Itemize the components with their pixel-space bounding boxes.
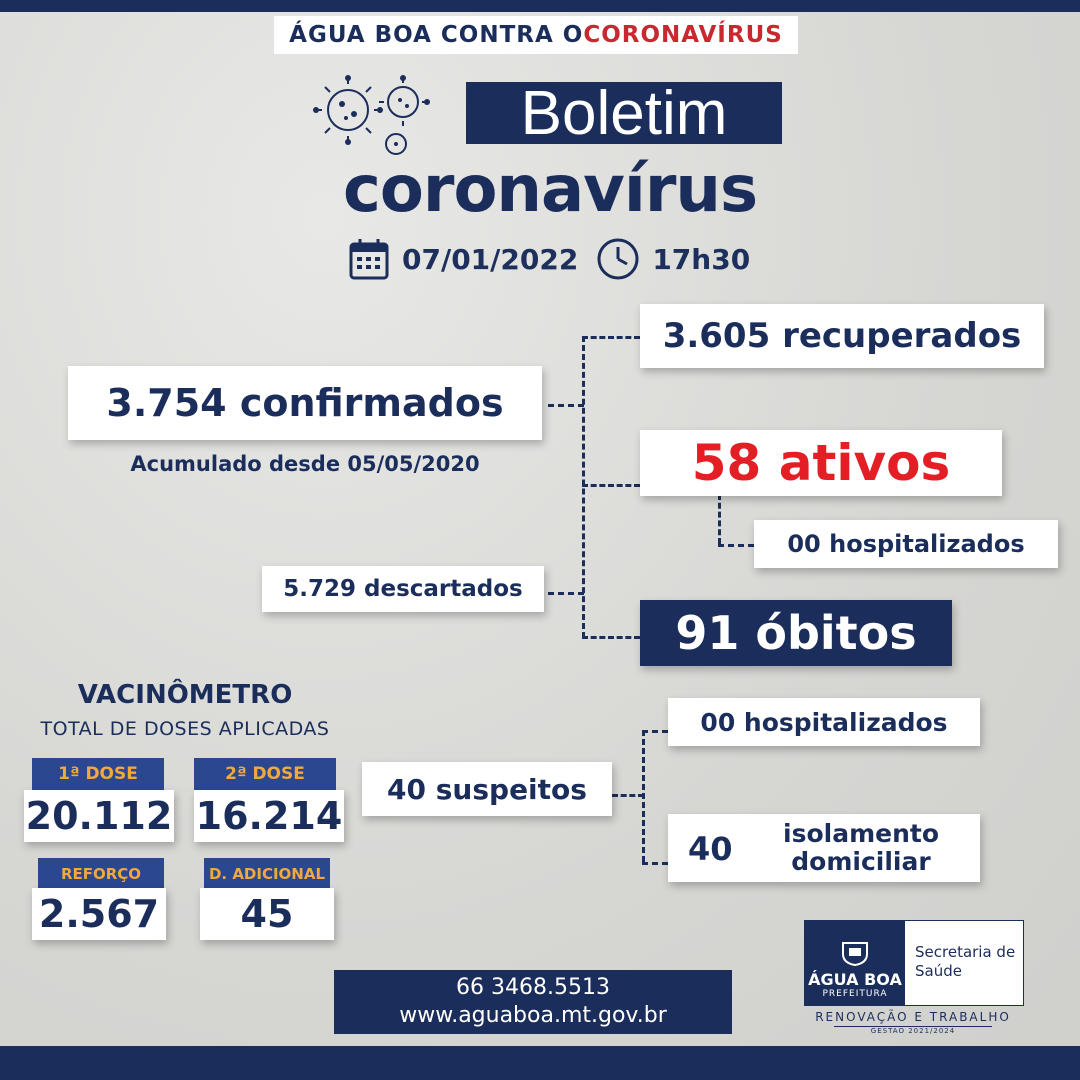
- logo-dept-line2: Saúde: [915, 962, 962, 980]
- isolamento-line2: domiciliar: [791, 847, 931, 876]
- adicional-label: D. ADICIONAL: [204, 858, 330, 890]
- dose1-label: 1ª DOSE: [32, 758, 164, 790]
- confirmados-box: 3.754 confirmados: [68, 366, 542, 440]
- calendar-icon: [348, 237, 390, 281]
- suspeitos-box: 40 suspeitos: [362, 762, 612, 816]
- date-time-row: [348, 234, 750, 284]
- header-highlight: CORONAVÍRUS: [583, 22, 783, 48]
- connector-line: [718, 544, 754, 547]
- logo-department: [915, 943, 1015, 981]
- connector-line: [582, 636, 640, 639]
- isolamento-number: 40: [688, 830, 733, 868]
- reforco-value: 2.567: [32, 888, 166, 940]
- virus-icon: [308, 72, 448, 162]
- logo-slogan-text: RENOVAÇÃO E TRABALHO: [815, 1010, 1011, 1024]
- dose1-value: 20.112: [24, 790, 174, 842]
- logo-city: ÁGUA BOA: [808, 970, 902, 989]
- reforco-label: REFORÇO: [38, 858, 164, 890]
- vacinometro-subtitle: TOTAL DE DOSES APLICADAS: [40, 718, 330, 740]
- header-banner: [274, 16, 798, 54]
- obitos-box: 91 óbitos: [640, 600, 952, 666]
- header-prefix: ÁGUA BOA CONTRA O: [289, 22, 584, 48]
- logo-slogan: [804, 1010, 1022, 1035]
- top-bar: [0, 0, 1080, 12]
- isolamento-box: [668, 814, 980, 882]
- logo-sub: PREFEITURA: [822, 989, 888, 999]
- recuperados-box: 3.605 recuperados: [640, 304, 1044, 368]
- logo-gestao: GESTÃO 2021/2024: [834, 1026, 992, 1035]
- logo-emblem-area: [805, 921, 905, 1005]
- connector-line: [582, 336, 640, 339]
- connector-line: [582, 484, 640, 487]
- connector-line: [642, 730, 668, 733]
- connector-line: [548, 404, 584, 407]
- connector-line: [718, 494, 721, 544]
- title-boletim: Boletim: [466, 82, 782, 144]
- dose2-value: 16.214: [194, 790, 344, 842]
- contact-box: [334, 970, 732, 1034]
- ativos-hospitalizados-box: 00 hospitalizados: [754, 520, 1058, 568]
- prefeitura-logo: [804, 920, 1024, 1006]
- logo-dept-line1: Secretaria de: [915, 943, 1016, 961]
- date-text: 07/01/2022: [402, 242, 579, 276]
- vacinometro-title: VACINÔMETRO: [77, 680, 293, 710]
- confirmados-note: Acumulado desde 05/05/2020: [130, 452, 480, 476]
- clock-icon: [596, 237, 640, 281]
- suspeitos-hospitalizados-box: 00 hospitalizados: [668, 698, 980, 746]
- contact-site[interactable]: www.aguaboa.mt.gov.br: [399, 1003, 667, 1028]
- descartados-box: 5.729 descartados: [262, 566, 544, 612]
- bottom-bar: [0, 1046, 1080, 1080]
- isolamento-line1: isolamento: [783, 819, 939, 848]
- city-crest-icon: [840, 940, 870, 966]
- ativos-box: 58 ativos: [640, 430, 1002, 496]
- dose2-label: 2ª DOSE: [194, 758, 336, 790]
- connector-line: [642, 862, 668, 865]
- contact-phone: 66 3468.5513: [456, 975, 610, 1000]
- title-coronavirus: coronavírus: [342, 153, 758, 227]
- isolamento-label: [756, 820, 966, 876]
- time-text: 17h30: [652, 242, 751, 276]
- adicional-value: 45: [200, 888, 334, 940]
- connector-line: [548, 592, 584, 595]
- connector-line: [612, 794, 644, 797]
